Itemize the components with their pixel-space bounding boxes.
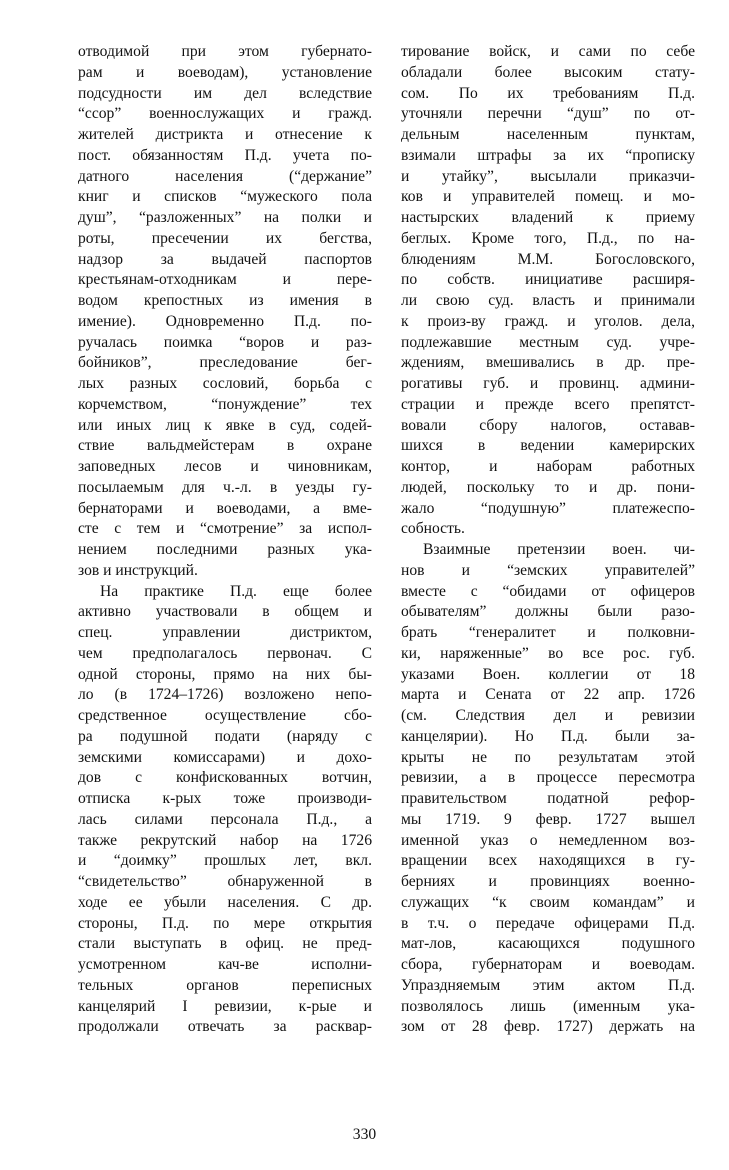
text-line: средственное осуществление сбо- (78, 707, 372, 724)
text-line: дельным населенным пунктам, (401, 126, 695, 143)
text-line: “свидетельство” обнаруженной в (78, 873, 372, 890)
text-line: канцелярий I ревизии, к-рые и (78, 997, 372, 1015)
text-line: ра подушной подати (наряду с (78, 727, 372, 745)
text-line: тельных органов переписных (78, 976, 372, 994)
text-line: (см. Следствия дел и ревизии (401, 707, 695, 724)
text-line: настырских владений к приему (401, 209, 695, 226)
text-line: к произ-ву гражд. и уголов. дела, (401, 312, 695, 330)
text-line: одной стороны, прямо на них бы- (78, 665, 372, 683)
left-column (78, 42, 372, 1038)
text-line: ручалась поимка “воров и раз- (78, 333, 372, 351)
text-line: ло (в 1724–1726) возложено непо- (78, 686, 372, 704)
text-line: по собств. инициативе расширя- (401, 271, 695, 289)
text-line: именной указ о немедленном воз- (401, 831, 695, 849)
text-line: мы 1719. 9 февр. 1727 вышел (401, 810, 695, 828)
text-line: ждениям, вмешивались в др. пре- (401, 354, 695, 372)
text-line: ревизии, а в процессе пересмотра (401, 769, 695, 787)
text-line: или иных лиц к явке в суд, содей- (78, 416, 372, 434)
text-line: Взаимные претензии воен. чи- (423, 541, 695, 558)
text-line: марта и Сената от 22 апр. 1726 (401, 686, 695, 704)
text-line: На практике П.д. еще более (100, 582, 372, 600)
text-line: рам и воеводам), установление (78, 63, 372, 81)
text-line: лась силами персонала П.д., а (78, 810, 372, 828)
text-line: подсудности им дел вследствие (78, 84, 372, 102)
right-column (401, 42, 695, 1038)
text-line: рогативы губ. и провинц. админи- (401, 375, 695, 392)
text-line: в т.ч. о передаче офицерами П.д. (401, 914, 695, 932)
text-line: ков и управителей помещ. и мо- (401, 188, 695, 206)
text-line: берниях и провинциях военно- (401, 873, 695, 890)
text-line: тирование войск, и сами по себе (401, 43, 695, 60)
text-line: также рекрутский набор на 1726 (78, 831, 372, 849)
text-line: усмотренном кач-ве исполни- (78, 956, 372, 973)
text-line: лых разных сословий, борьба с (78, 375, 372, 392)
text-line: сте с тем и “смотрение” за испол- (78, 520, 372, 538)
text-line: брать “генералитет и полковни- (401, 624, 695, 641)
text-line: отводимой при этом губернато- (78, 43, 372, 60)
text-line: заповедных лесов и чиновникам, (78, 458, 372, 475)
text-line: надзор за выдачей паспортов (78, 250, 372, 268)
text-line: крыты не по результатам этой (401, 748, 695, 766)
text-line: уточняли перечни “душ” по от- (401, 105, 695, 123)
text-line: зом от 28 февр. 1727) держать на (401, 1018, 695, 1036)
text-line: Упраздняемым этим актом П.д. (401, 976, 695, 994)
page-number: 330 (352, 1126, 377, 1143)
text-line: крестьянам-отходникам и пере- (78, 271, 372, 289)
text-line: позволялось лишь (именным ука- (401, 997, 695, 1015)
text-line: чем предполагалось первонач. С (78, 644, 372, 662)
text-line: водом крепостных из имения в (78, 292, 372, 309)
text-line: беглых. Кроме того, П.д., по на- (401, 229, 695, 247)
text-line: мат-лов, касающихся подушного (401, 935, 695, 953)
text-line: душ”, “разложенных” на полки и (78, 209, 372, 226)
text-line: стали выступать в офиц. не пред- (78, 935, 372, 953)
text-line: ки, наряженные” во все рос. губ. (401, 644, 695, 662)
text-line: шихся в ведении камерирских (401, 437, 695, 455)
text-line: правительством податной рефор- (401, 790, 695, 807)
text-line: спец. управлении дистриктом, (78, 624, 372, 641)
text-line: сбора, губернаторам и воеводам. (401, 956, 695, 973)
text-line: страции и прежде всего препятст- (401, 395, 695, 413)
text-line: собность. (401, 520, 465, 538)
text-line: вовали сбору налогов, оставав- (401, 416, 695, 434)
text-line: указами Воен. коллегии от 18 (401, 665, 695, 683)
text-line: книг и списков “мужеского пола (78, 188, 372, 206)
text-line: вместе с “обидами от офицеров (401, 582, 695, 600)
text-line: ствие вальдмейстерам в охране (78, 437, 372, 455)
text-line: канцелярии). Но П.д. были за- (401, 727, 695, 745)
text-line: нением последними разных ука- (78, 541, 372, 558)
text-line: корчемством, “понуждение” тех (78, 395, 372, 413)
text-line: бойников”, преследование бег- (78, 354, 372, 372)
text-line: вращении всех находящихся в гу- (401, 852, 695, 870)
text-line: жало “подушную” платежеспо- (401, 499, 695, 517)
text-line: нов и “земских управителей” (401, 561, 695, 579)
text-line: сом. По их требованиям П.д. (401, 84, 695, 102)
text-line: служащих “к своим командам” и (401, 893, 695, 911)
text-line: роты, пресечении их бегства, (78, 229, 372, 247)
text-line: подлежавшие местным суд. учре- (401, 333, 695, 351)
text-line: датного населения (“держание” (78, 167, 372, 185)
text-line: и утайку”, высылали приказчи- (401, 167, 695, 185)
text-line: продолжали отвечать за расквар- (78, 1018, 372, 1036)
text-line: активно участвовали в общем и (78, 603, 372, 621)
text-line: отписка к-рых тоже производи- (78, 790, 372, 807)
text-line: посылаемым для ч.-л. в уезды гу- (78, 478, 372, 496)
text-line: земскими комиссарами) и дохо- (78, 748, 372, 766)
text-line: пост. обязанностям П.д. учета по- (78, 146, 372, 164)
text-line: людей, поскольку то и др. пони- (401, 478, 695, 496)
text-line: жителей дистрикта и отнесение к (78, 126, 372, 143)
text-line: “ссор” военнослужащих и гражд. (78, 105, 372, 123)
text-line: зов и инструкций. (78, 561, 198, 579)
text-line: и “доимку” прошлых лет, вкл. (78, 852, 372, 870)
text-line: стороны, П.д. по мере открытия (78, 914, 372, 932)
text-line: бернаторами и воеводами, а вме- (78, 499, 372, 517)
text-line: обывателям” должны были разо- (401, 603, 695, 621)
text-line: ходе ее убыли населения. С др. (78, 893, 372, 911)
text-line: обладали более высоким стату- (401, 63, 695, 81)
text-line: блюдениям М.М. Богословского, (401, 250, 695, 268)
text-line: имение). Одновременно П.д. по- (78, 312, 372, 330)
text-line: дов с конфискованных вотчин, (78, 769, 372, 787)
text-line: контор, и наборам работных (401, 458, 695, 475)
text-line: взимали штрафы за их “прописку (401, 146, 695, 164)
text-line: ли свою суд. власть и принимали (401, 292, 695, 309)
